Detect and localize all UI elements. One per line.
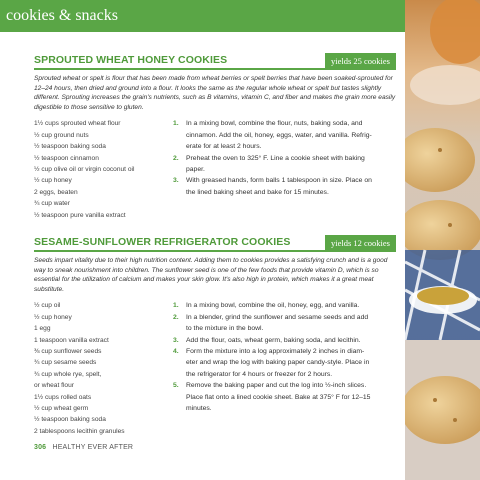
ingredient-item: ½ teaspoon pure vanilla extract: [34, 211, 126, 219]
recipe-step: [173, 300, 396, 311]
step-text-line: the lined baking sheet and bake for 15 minutes.: [186, 188, 329, 196]
ingredient-item: 1 egg: [34, 325, 51, 333]
section-header: [0, 0, 405, 32]
step-text-line: Preheat the oven to 325° F. Line a cookie sheet with baking: [186, 154, 365, 162]
ingredient-list: [34, 118, 174, 221]
ingredient-item: ½ cup olive oil or virgin coconut oil: [34, 166, 135, 173]
ingredient-list: [34, 300, 174, 437]
recipe-sprouted-wheat: [34, 50, 396, 219]
recipe-step: [173, 175, 396, 198]
step-text-line: In a mixing bowl, combine the flour, nuts, baking soda, and: [186, 120, 363, 128]
ingredient-item: ½ cup wheat germ: [34, 405, 89, 413]
ingredient-item: ½ cup oil: [34, 302, 61, 310]
step-number: 3.: [173, 336, 179, 344]
step-text-line: to the mixture in the bowl.: [186, 325, 264, 333]
ingredient-item: or wheat flour: [34, 382, 74, 390]
step-text-line: In a mixing bowl, combine the oil, honey, egg, and vanilla.: [186, 302, 360, 310]
page-footer: [34, 444, 133, 451]
step-text-line: In a blender, grind the sunflower and sesame seeds and add: [186, 313, 369, 321]
recipe-intro: Sprouted wheat or spelt is flour that has been made from wheat berries or spelt berries that have been soaked-sprouted for 12–24 hours, then dried and ground into a flour. It looks the same as the regular whole wheat or spelt but tastes slightly different. Sprouting increases the grain's nutrients, such as B vitamins, vitamin C, and fiber and makes the grain more easily digestible to those sensitive to gluten.: [34, 75, 396, 111]
step-number: 5.: [173, 382, 179, 390]
yields-badge: yields 25 cookies: [325, 53, 396, 70]
recipe-title: SPROUTED WHEAT HONEY COOKIES: [34, 54, 228, 66]
page-number: 306: [34, 444, 47, 451]
step-number: 1.: [173, 302, 179, 310]
recipe-title-row: [34, 50, 396, 70]
step-number: 2.: [173, 154, 179, 162]
ingredient-item: ¾ cup whole rye, spelt,: [34, 370, 102, 378]
recipe-title-row: [34, 232, 396, 252]
step-text-line: Add the flour, oats, wheat germ, baking soda, and lecithin.: [186, 336, 361, 344]
photo-illustration: [405, 0, 480, 480]
recipe-step: [173, 346, 396, 380]
step-number: 4.: [173, 348, 179, 355]
ingredient-item: 2 eggs, beaten: [34, 188, 78, 196]
step-text-line: With greased hands, form balls 1 tablespoon in size. Place on: [186, 177, 372, 185]
ingredient-item: ⅜ cup sunflower seeds: [34, 348, 102, 355]
recipe-step: [173, 153, 396, 176]
step-number: 3.: [173, 177, 179, 185]
step-text-line: minutes.: [186, 405, 212, 413]
yields-badge: yields 12 cookies: [325, 235, 396, 252]
book-title: HEALTHY EVER AFTER: [52, 444, 134, 451]
step-text-line: Remove the baking paper and cut the log into ½-inch slices.: [186, 382, 367, 390]
ingredient-item: ½ cup ground nuts: [34, 131, 89, 139]
ingredient-item: 1 teaspoon vanilla extract: [34, 336, 109, 344]
recipe-step: [173, 335, 396, 346]
ingredient-item: ¾ cup water: [34, 200, 70, 208]
step-list: [173, 118, 396, 198]
ingredient-item: ½ teaspoon baking soda: [34, 416, 106, 424]
step-text-line: the refrigerator for 4 hours or freezer for 2 hours.: [186, 370, 333, 378]
step-number: 1.: [173, 120, 179, 128]
section-title: cookies & snacks: [6, 7, 118, 24]
step-text-line: Form the mixture into a log approximately 2 inches in diam-: [186, 348, 365, 355]
ingredient-item: ½ cup honey: [34, 313, 72, 321]
ingredient-item: 2 tablespoons lecithin granules: [34, 427, 125, 435]
cookies-jar-photo: [405, 0, 480, 480]
recipe-step: [173, 312, 396, 335]
recipe-sesame-sunflower: [34, 232, 396, 435]
step-number: 2.: [173, 313, 179, 321]
ingredient-item: ½ cup honey: [34, 177, 72, 185]
step-text-line: Place flat onto a lined cookie sheet. Bake at 375° F for 12–15: [186, 393, 371, 401]
recipe-step: [173, 380, 396, 414]
ingredient-item: ½ teaspoon baking soda: [34, 143, 106, 151]
recipe-intro: Seeds impart vitality due to their high nutrition content. Adding them to cookies provides a satisfying crunch and is a good way to sneak nourishment into children. The sunflower seed is one of the few foods that provide vitamin D, which is so essential for the utilization of calcium and makes your skin glow. It's also high in protein, which makes it a great meat substitute.: [34, 257, 388, 293]
step-text-line: eter and wrap the log with baking paper candy-style. Place in: [186, 359, 370, 367]
ingredient-item: ¾ cup sesame seeds: [34, 359, 97, 367]
step-text-line: cinnamon. Add the oil, honey, eggs, water, and vanilla. Refrig-: [186, 131, 372, 139]
recipe-title: SESAME-SUNFLOWER REFRIGERATOR COOKIES: [34, 236, 291, 248]
ingredient-item: 1½ cups rolled oats: [34, 393, 92, 401]
step-list: [173, 300, 396, 414]
ingredient-item: 1½ cups sprouted wheat flour: [34, 120, 121, 128]
recipe-step: [173, 118, 396, 152]
step-text-line: paper.: [186, 166, 205, 173]
step-text-line: erate for at least 2 hours.: [186, 143, 262, 151]
ingredient-item: ½ teaspoon cinnamon: [34, 154, 99, 162]
